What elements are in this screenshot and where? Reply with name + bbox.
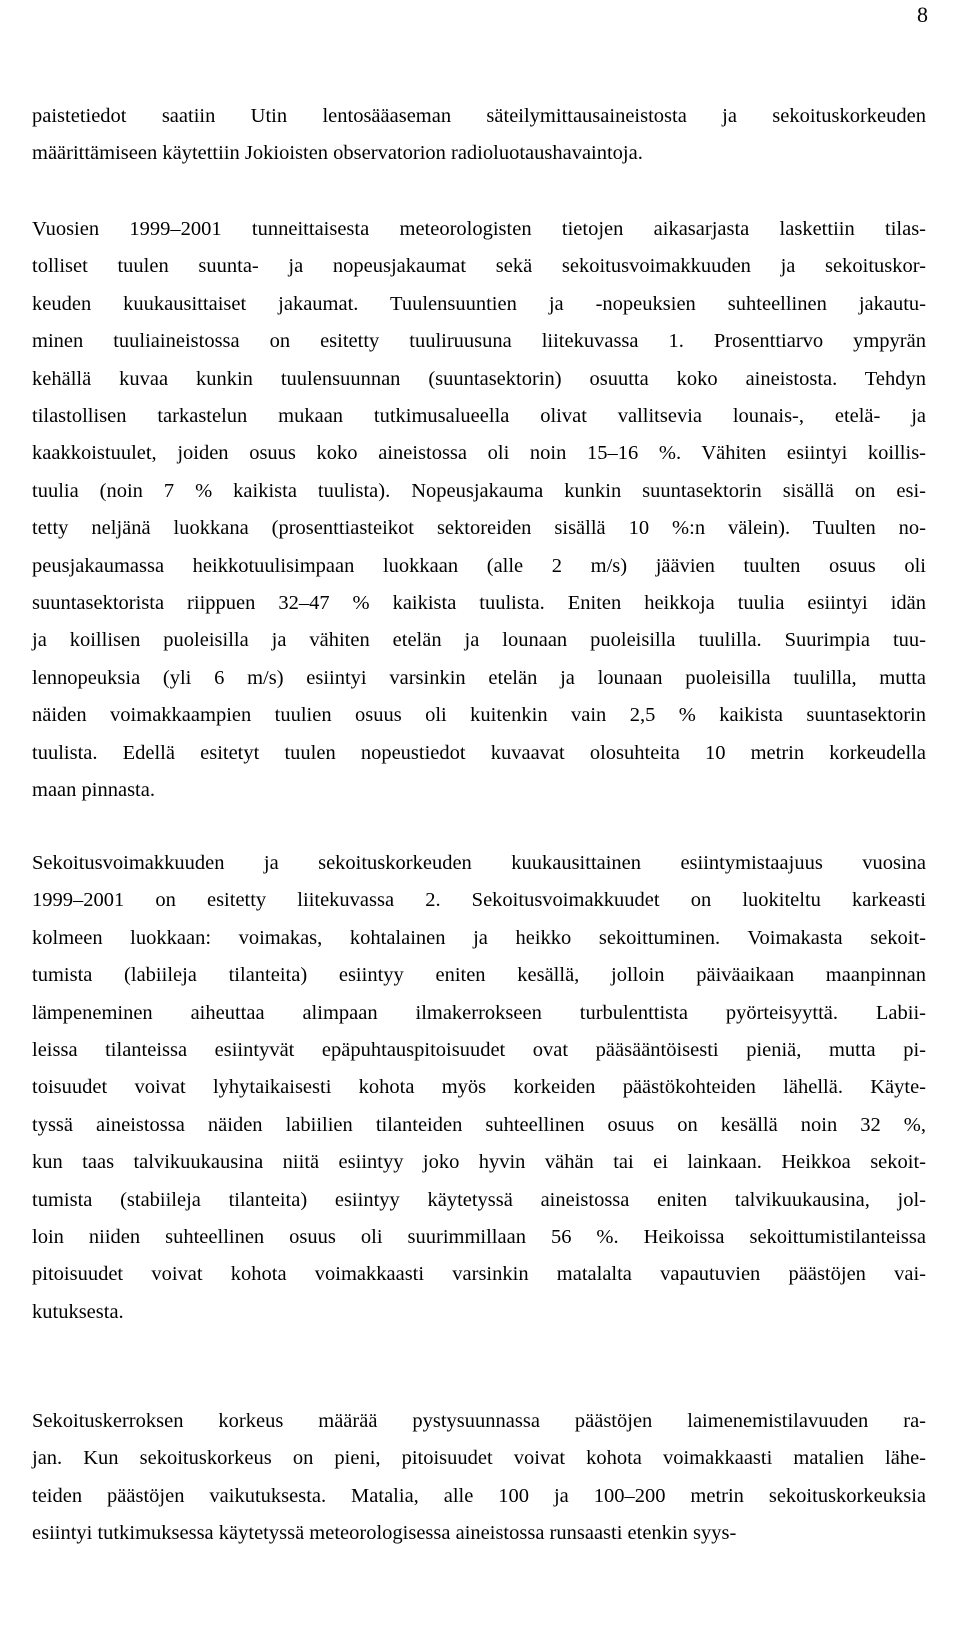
page-number: 8: [917, 2, 928, 27]
text-line: leissa tilanteissa esiintyvät epäpuhtauspitoisuudet ovat pääsääntöisesti pieniä, mutta pi-: [32, 1039, 926, 1062]
text-line: kutuksesta.: [32, 1300, 124, 1323]
text-line: kolmeen luokkaan: voimakas, kohtalainen ja heikko sekoittuminen. Voimakasta sekoit-: [32, 926, 926, 949]
text-line: 1999–2001 on esitetty liitekuvassa 2. Sekoitusvoimakkuudet on luokiteltu karkeasti: [32, 889, 926, 912]
paragraph-wind-statistics: [32, 211, 926, 810]
text-line: Vuosien 1999–2001 tunneittaisesta meteorologisten tietojen aikasarjasta laskettiin tilas-: [32, 218, 926, 240]
text-line: ja koillisen puoleisilla ja vähiten etelän ja lounaan puoleisilla tuulilla. Suurimpia tuu-: [32, 629, 926, 652]
text-line: lennopeuksia (yli 6 m/s) esiintyi varsinkin etelän ja lounaan puoleisilla tuulilla, mutta: [32, 666, 926, 689]
text-line: teiden päästöjen vaikutuksesta. Matalia, alle 100 ja 100–200 metrin sekoituskorkeuksia: [32, 1484, 926, 1507]
text-line: Sekoitusvoimakkuuden ja sekoituskorkeuden kuukausittainen esiintymistaajuus vuosina: [32, 852, 926, 874]
text-line: tuulia (noin 7 % kaikista tuulista). Nopeusjakauma kunkin suuntasektorin sisällä on esi-: [32, 479, 926, 502]
text-line: tyssä aineistossa näiden labiilien tilanteiden suhteellinen osuus on kesällä noin 32 %,: [32, 1113, 926, 1136]
text-line: peusjakaumassa heikkotuulisimpaan luokkaan (alle 2 m/s) jäävien tuulten osuus oli: [32, 554, 926, 577]
paragraph-data-sources: [32, 98, 926, 173]
text-line: tumista (labiileja tilanteita) esiintyy eniten kesällä, jolloin päiväaikaan maanpinnan: [32, 964, 926, 987]
text-line: suuntasektorista riippuen 32–47 % kaikista tuulista. Eniten heikkoja tuulia esiintyi idän: [32, 592, 926, 615]
text-line: pitoisuudet voivat kohota voimakkaasti varsinkin matalalta vapautuvien päästöjen vai-: [32, 1263, 926, 1286]
text-line: tumista (stabiileja tilanteita) esiintyy käytetyssä aineistossa eniten talvikuukausina, jol-: [32, 1188, 926, 1211]
text-line: kun taas talvikuukausina niitä esiintyy joko hyvin vähän tai ei lainkaan. Heikkoa sekoit-: [32, 1151, 926, 1174]
text-line: lämpeneminen aiheuttaa alimpaan ilmakerrokseen turbulenttista pyörteisyyttä. Labii-: [32, 1001, 926, 1024]
text-line: minen tuuliaineistossa on esitetty tuuliruusuna liitekuvassa 1. Prosenttiarvo ympyrän: [32, 330, 926, 353]
text-line: tolliset tuulen suunta- ja nopeusjakaumat sekä sekoitusvoimakkuuden ja sekoituskor-: [32, 255, 926, 278]
text-line: tilastollisen tarkastelun mukaan tutkimusalueella olivat vallitsevia lounais-, etelä- ja: [32, 405, 926, 428]
text-line: Sekoituskerroksen korkeus määrää pystysuunnassa päästöjen laimenemistilavuuden ra-: [32, 1410, 926, 1432]
text-line: loin niiden suhteellinen osuus oli suurimmillaan 56 %. Heikoissa sekoittumistilanteissa: [32, 1226, 926, 1249]
text-line: määrittämiseen käytettiin Jokioisten observatorion radioluotaushavaintoja.: [32, 142, 643, 165]
text-line: maan pinnasta.: [32, 779, 155, 802]
text-line: toisuudet voivat lyhytaikaisesti kohota myös korkeiden päästökohteiden lähellä. Käyte-: [32, 1076, 926, 1099]
text-line: tetty neljänä luokkana (prosenttiasteikot sektoreiden sisällä 10 %:n välein). Tuulten no-: [32, 517, 926, 540]
text-line: esiintyi tutkimuksessa käytetyssä meteorologisessa aineistossa runsaasti etenkin syys-: [32, 1522, 737, 1545]
text-line: tuulista. Edellä esitetyt tuulen nopeustiedot kuvaavat olosuhteita 10 metrin korkeudella: [32, 741, 926, 764]
text-line: jan. Kun sekoituskorkeus on pieni, pitoisuudet voivat kohota voimakkaasti matalien lähe-: [32, 1447, 926, 1470]
paragraph-mixing-frequency: [32, 845, 926, 1331]
text-line: näiden voimakkaampien tuulien osuus oli kuitenkin vain 2,5 % kaikista suuntasektorin: [32, 704, 926, 727]
text-line: keuden kuukausittaiset jakaumat. Tuulensuuntien ja -nopeuksien suhteellinen jakautu-: [32, 292, 926, 315]
text-line: kaakkoistuulet, joiden osuus koko aineistossa oli noin 15–16 %. Vähiten esiintyi koillis-: [32, 442, 926, 465]
text-line: paistetiedot saatiin Utin lentosääaseman säteilymittausaineistosta ja sekoituskorkeuden: [32, 105, 926, 127]
paragraph-mixing-height: [32, 1403, 926, 1553]
text-line: kehällä kuvaa kunkin tuulensuunnan (suuntasektorin) osuutta koko aineistosta. Tehdyn: [32, 367, 926, 390]
